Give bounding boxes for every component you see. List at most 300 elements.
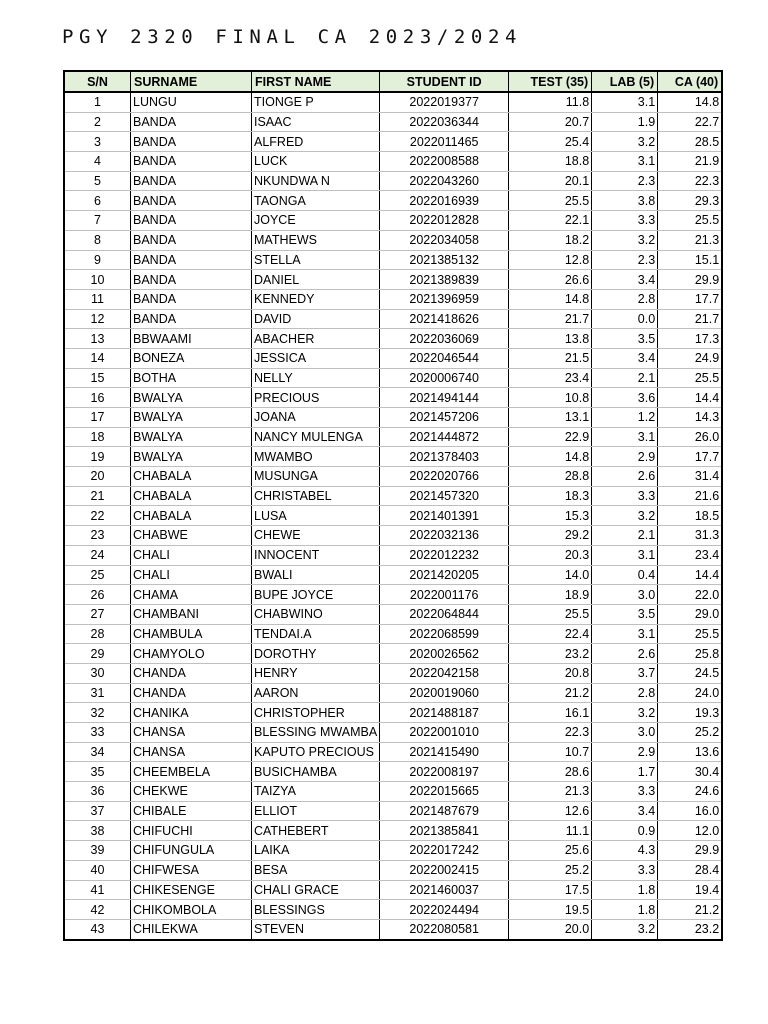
cell-student-id: 2021494144 [380, 388, 509, 408]
column-header-lab: LAB (5) [592, 71, 658, 92]
cell-test: 12.8 [509, 250, 592, 270]
cell-sn: 9 [64, 250, 131, 270]
cell-ca: 28.4 [658, 860, 723, 880]
table-row [64, 230, 722, 250]
cell-lab: 3.6 [592, 388, 658, 408]
cell-test: 18.8 [509, 152, 592, 172]
cell-lab: 3.4 [592, 348, 658, 368]
cell-student-id: 2022019377 [380, 92, 509, 112]
cell-surname: BANDA [131, 250, 252, 270]
cell-student-id: 2021401391 [380, 506, 509, 526]
cell-lab: 1.7 [592, 762, 658, 782]
cell-surname: CHAMBANI [131, 604, 252, 624]
cell-test: 17.5 [509, 880, 592, 900]
cell-sn: 19 [64, 447, 131, 467]
column-header-surname: SURNAME [131, 71, 252, 92]
table-row [64, 545, 722, 565]
cell-first-name: BWALI [252, 565, 380, 585]
cell-sn: 14 [64, 348, 131, 368]
cell-student-id: 2022064844 [380, 604, 509, 624]
table-row [64, 782, 722, 802]
cell-sn: 32 [64, 703, 131, 723]
cell-student-id: 2021460037 [380, 880, 509, 900]
table-row [64, 191, 722, 211]
cell-sn: 24 [64, 545, 131, 565]
cell-sn: 23 [64, 526, 131, 546]
cell-ca: 21.9 [658, 152, 723, 172]
cell-lab: 3.2 [592, 132, 658, 152]
table-row [64, 663, 722, 683]
cell-surname: CHABALA [131, 486, 252, 506]
cell-first-name: BLESSINGS [252, 900, 380, 920]
cell-first-name: CHALI GRACE [252, 880, 380, 900]
cell-first-name: CATHEBERT [252, 821, 380, 841]
cell-first-name: JOYCE [252, 211, 380, 231]
cell-first-name: MWAMBO [252, 447, 380, 467]
cell-sn: 42 [64, 900, 131, 920]
cell-lab: 2.3 [592, 250, 658, 270]
table-row [64, 270, 722, 290]
cell-student-id: 2021378403 [380, 447, 509, 467]
cell-sn: 39 [64, 841, 131, 861]
cell-ca: 19.4 [658, 880, 723, 900]
cell-student-id: 2022034058 [380, 230, 509, 250]
cell-lab: 3.3 [592, 211, 658, 231]
cell-ca: 23.4 [658, 545, 723, 565]
cell-sn: 10 [64, 270, 131, 290]
cell-student-id: 2022015665 [380, 782, 509, 802]
cell-student-id: 2020006740 [380, 368, 509, 388]
cell-test: 16.1 [509, 703, 592, 723]
cell-first-name: LAIKA [252, 841, 380, 861]
cell-student-id: 2022001176 [380, 585, 509, 605]
cell-student-id: 2021487679 [380, 801, 509, 821]
cell-sn: 36 [64, 782, 131, 802]
cell-ca: 13.6 [658, 742, 723, 762]
cell-lab: 3.1 [592, 624, 658, 644]
cell-lab: 2.6 [592, 644, 658, 664]
cell-ca: 29.3 [658, 191, 723, 211]
table-row [64, 919, 722, 939]
cell-surname: CHAMBULA [131, 624, 252, 644]
cell-lab: 3.2 [592, 506, 658, 526]
cell-first-name: ALFRED [252, 132, 380, 152]
cell-surname: CHABWE [131, 526, 252, 546]
cell-lab: 3.2 [592, 919, 658, 939]
cell-lab: 3.5 [592, 604, 658, 624]
cell-surname: LUNGU [131, 92, 252, 112]
column-header-ca: CA (40) [658, 71, 723, 92]
cell-test: 12.6 [509, 801, 592, 821]
cell-lab: 2.9 [592, 742, 658, 762]
cell-lab: 2.3 [592, 171, 658, 191]
cell-sn: 27 [64, 604, 131, 624]
cell-first-name: PRECIOUS [252, 388, 380, 408]
cell-student-id: 2020019060 [380, 683, 509, 703]
cell-student-id: 2021418626 [380, 309, 509, 329]
table-row [64, 467, 722, 487]
cell-test: 11.1 [509, 821, 592, 841]
cell-ca: 28.5 [658, 132, 723, 152]
table-row [64, 486, 722, 506]
cell-test: 18.9 [509, 585, 592, 605]
page-title: PGY 2320 FINAL CA 2023/2024 [62, 26, 523, 48]
column-header-test: TEST (35) [509, 71, 592, 92]
cell-surname: BWALYA [131, 427, 252, 447]
cell-ca: 25.5 [658, 624, 723, 644]
cell-test: 20.0 [509, 919, 592, 939]
cell-surname: BANDA [131, 112, 252, 132]
cell-first-name: DAVID [252, 309, 380, 329]
cell-surname: BOTHA [131, 368, 252, 388]
cell-lab: 2.9 [592, 447, 658, 467]
cell-surname: CHAMA [131, 585, 252, 605]
cell-ca: 14.4 [658, 388, 723, 408]
cell-sn: 31 [64, 683, 131, 703]
cell-sn: 18 [64, 427, 131, 447]
cell-lab: 2.8 [592, 683, 658, 703]
cell-test: 21.7 [509, 309, 592, 329]
cell-student-id: 2021457320 [380, 486, 509, 506]
cell-student-id: 2022008197 [380, 762, 509, 782]
cell-surname: CHANSA [131, 742, 252, 762]
cell-first-name: ELLIOT [252, 801, 380, 821]
cell-student-id: 2021415490 [380, 742, 509, 762]
table-row [64, 526, 722, 546]
cell-surname: BWALYA [131, 408, 252, 428]
table-row [64, 624, 722, 644]
cell-ca: 14.4 [658, 565, 723, 585]
cell-first-name: AARON [252, 683, 380, 703]
cell-student-id: 2022024494 [380, 900, 509, 920]
table-row [64, 368, 722, 388]
cell-sn: 26 [64, 585, 131, 605]
cell-test: 22.3 [509, 723, 592, 743]
table-row [64, 112, 722, 132]
cell-ca: 22.0 [658, 585, 723, 605]
cell-first-name: TAIZYA [252, 782, 380, 802]
cell-first-name: HENRY [252, 663, 380, 683]
cell-lab: 1.8 [592, 880, 658, 900]
cell-sn: 38 [64, 821, 131, 841]
cell-ca: 25.5 [658, 368, 723, 388]
cell-first-name: STELLA [252, 250, 380, 270]
cell-first-name: DOROTHY [252, 644, 380, 664]
table-row [64, 841, 722, 861]
cell-test: 23.4 [509, 368, 592, 388]
cell-test: 20.3 [509, 545, 592, 565]
cell-test: 25.5 [509, 604, 592, 624]
cell-ca: 24.0 [658, 683, 723, 703]
cell-surname: CHEKWE [131, 782, 252, 802]
cell-student-id: 2021396959 [380, 289, 509, 309]
cell-first-name: ABACHER [252, 329, 380, 349]
cell-ca: 19.3 [658, 703, 723, 723]
cell-ca: 22.7 [658, 112, 723, 132]
cell-sn: 34 [64, 742, 131, 762]
cell-test: 21.3 [509, 782, 592, 802]
cell-surname: CHANIKA [131, 703, 252, 723]
cell-first-name: BUPE JOYCE [252, 585, 380, 605]
cell-lab: 3.2 [592, 703, 658, 723]
cell-lab: 3.1 [592, 545, 658, 565]
cell-first-name: KENNEDY [252, 289, 380, 309]
cell-student-id: 2022008588 [380, 152, 509, 172]
cell-surname: CHAMYOLO [131, 644, 252, 664]
cell-surname: BWALYA [131, 447, 252, 467]
cell-lab: 2.8 [592, 289, 658, 309]
cell-sn: 29 [64, 644, 131, 664]
cell-test: 15.3 [509, 506, 592, 526]
cell-surname: CHILEKWA [131, 919, 252, 939]
cell-lab: 3.2 [592, 230, 658, 250]
table-body [64, 92, 722, 940]
table-row [64, 427, 722, 447]
table-row [64, 860, 722, 880]
cell-ca: 30.4 [658, 762, 723, 782]
cell-surname: CHANSA [131, 723, 252, 743]
cell-lab: 3.1 [592, 152, 658, 172]
cell-first-name: JOANA [252, 408, 380, 428]
cell-student-id: 2022043260 [380, 171, 509, 191]
cell-lab: 4.3 [592, 841, 658, 861]
cell-lab: 1.8 [592, 900, 658, 920]
cell-sn: 1 [64, 92, 131, 112]
cell-student-id: 2020026562 [380, 644, 509, 664]
table-row [64, 703, 722, 723]
cell-student-id: 2021420205 [380, 565, 509, 585]
cell-student-id: 2022017242 [380, 841, 509, 861]
table-row [64, 388, 722, 408]
cell-lab: 2.1 [592, 368, 658, 388]
cell-ca: 21.3 [658, 230, 723, 250]
cell-first-name: TIONGE P [252, 92, 380, 112]
cell-surname: CHANDA [131, 683, 252, 703]
cell-test: 13.8 [509, 329, 592, 349]
cell-ca: 17.7 [658, 447, 723, 467]
cell-lab: 3.3 [592, 860, 658, 880]
cell-surname: CHIFUNGULA [131, 841, 252, 861]
cell-student-id: 2022036069 [380, 329, 509, 349]
cell-lab: 3.4 [592, 270, 658, 290]
cell-student-id: 2022001010 [380, 723, 509, 743]
cell-sn: 5 [64, 171, 131, 191]
table-row [64, 329, 722, 349]
table-row [64, 92, 722, 112]
cell-test: 21.2 [509, 683, 592, 703]
cell-lab: 2.6 [592, 467, 658, 487]
cell-lab: 0.9 [592, 821, 658, 841]
cell-sn: 7 [64, 211, 131, 231]
table-row [64, 880, 722, 900]
cell-sn: 17 [64, 408, 131, 428]
cell-first-name: CHABWINO [252, 604, 380, 624]
cell-surname: BANDA [131, 171, 252, 191]
cell-test: 22.1 [509, 211, 592, 231]
cell-first-name: CHEWE [252, 526, 380, 546]
cell-surname: BANDA [131, 309, 252, 329]
table-row [64, 801, 722, 821]
cell-test: 14.8 [509, 289, 592, 309]
cell-sn: 40 [64, 860, 131, 880]
table-row [64, 821, 722, 841]
cell-surname: CHIFUCHI [131, 821, 252, 841]
cell-ca: 29.9 [658, 841, 723, 861]
cell-first-name: TENDAI.A [252, 624, 380, 644]
cell-test: 21.5 [509, 348, 592, 368]
cell-lab: 3.4 [592, 801, 658, 821]
table-row [64, 644, 722, 664]
cell-lab: 3.5 [592, 329, 658, 349]
cell-sn: 8 [64, 230, 131, 250]
cell-student-id: 2022011465 [380, 132, 509, 152]
cell-test: 14.8 [509, 447, 592, 467]
cell-lab: 3.3 [592, 486, 658, 506]
cell-student-id: 2022002415 [380, 860, 509, 880]
cell-lab: 3.0 [592, 585, 658, 605]
cell-first-name: STEVEN [252, 919, 380, 939]
cell-ca: 17.3 [658, 329, 723, 349]
cell-first-name: NELLY [252, 368, 380, 388]
cell-ca: 18.5 [658, 506, 723, 526]
cell-student-id: 2022080581 [380, 919, 509, 939]
cell-surname: BANDA [131, 289, 252, 309]
cell-surname: BWALYA [131, 388, 252, 408]
cell-sn: 37 [64, 801, 131, 821]
table-row [64, 506, 722, 526]
cell-sn: 30 [64, 663, 131, 683]
cell-ca: 25.5 [658, 211, 723, 231]
cell-surname: CHABALA [131, 506, 252, 526]
cell-first-name: MATHEWS [252, 230, 380, 250]
table-row [64, 723, 722, 743]
cell-test: 22.4 [509, 624, 592, 644]
cell-ca: 25.8 [658, 644, 723, 664]
cell-test: 20.7 [509, 112, 592, 132]
cell-sn: 15 [64, 368, 131, 388]
cell-sn: 13 [64, 329, 131, 349]
cell-surname: CHIKESENGE [131, 880, 252, 900]
cell-ca: 31.3 [658, 526, 723, 546]
cell-ca: 15.1 [658, 250, 723, 270]
cell-first-name: MUSUNGA [252, 467, 380, 487]
cell-surname: CHANDA [131, 663, 252, 683]
cell-sn: 12 [64, 309, 131, 329]
cell-ca: 25.2 [658, 723, 723, 743]
cell-first-name: ISAAC [252, 112, 380, 132]
cell-test: 13.1 [509, 408, 592, 428]
table-row [64, 447, 722, 467]
cell-sn: 25 [64, 565, 131, 585]
cell-test: 25.6 [509, 841, 592, 861]
cell-ca: 26.0 [658, 427, 723, 447]
cell-first-name: BLESSING MWAMBA [252, 723, 380, 743]
header-row [64, 71, 722, 92]
cell-student-id: 2021488187 [380, 703, 509, 723]
cell-student-id: 2022042158 [380, 663, 509, 683]
cell-lab: 0.4 [592, 565, 658, 585]
cell-student-id: 2022032136 [380, 526, 509, 546]
cell-first-name: BUSICHAMBA [252, 762, 380, 782]
cell-student-id: 2021389839 [380, 270, 509, 290]
results-table [63, 70, 723, 941]
table-row [64, 742, 722, 762]
cell-lab: 3.8 [592, 191, 658, 211]
cell-surname: BANDA [131, 152, 252, 172]
table-row [64, 565, 722, 585]
cell-surname: CHABALA [131, 467, 252, 487]
cell-surname: BANDA [131, 191, 252, 211]
cell-test: 14.0 [509, 565, 592, 585]
table-row [64, 408, 722, 428]
table-row [64, 152, 722, 172]
cell-ca: 17.7 [658, 289, 723, 309]
cell-first-name: LUCK [252, 152, 380, 172]
cell-sn: 22 [64, 506, 131, 526]
cell-student-id: 2021385841 [380, 821, 509, 841]
cell-ca: 12.0 [658, 821, 723, 841]
cell-surname: CHIFWESA [131, 860, 252, 880]
cell-first-name: TAONGA [252, 191, 380, 211]
column-header-student-id: STUDENT ID [380, 71, 509, 92]
cell-student-id: 2021457206 [380, 408, 509, 428]
cell-test: 18.3 [509, 486, 592, 506]
cell-test: 29.2 [509, 526, 592, 546]
cell-lab: 3.7 [592, 663, 658, 683]
cell-first-name: DANIEL [252, 270, 380, 290]
cell-ca: 21.2 [658, 900, 723, 920]
cell-student-id: 2021444872 [380, 427, 509, 447]
cell-student-id: 2022036344 [380, 112, 509, 132]
cell-test: 11.8 [509, 92, 592, 112]
cell-ca: 16.0 [658, 801, 723, 821]
table-row [64, 683, 722, 703]
cell-sn: 20 [64, 467, 131, 487]
cell-ca: 24.9 [658, 348, 723, 368]
cell-test: 20.8 [509, 663, 592, 683]
cell-sn: 21 [64, 486, 131, 506]
table-row [64, 348, 722, 368]
cell-sn: 2 [64, 112, 131, 132]
cell-ca: 21.6 [658, 486, 723, 506]
cell-surname: BANDA [131, 230, 252, 250]
cell-student-id: 2022016939 [380, 191, 509, 211]
table-row [64, 900, 722, 920]
cell-test: 25.2 [509, 860, 592, 880]
cell-ca: 22.3 [658, 171, 723, 191]
table-row [64, 585, 722, 605]
cell-lab: 3.3 [592, 782, 658, 802]
cell-first-name: LUSA [252, 506, 380, 526]
cell-lab: 2.1 [592, 526, 658, 546]
cell-first-name: BESA [252, 860, 380, 880]
cell-test: 25.4 [509, 132, 592, 152]
cell-test: 19.5 [509, 900, 592, 920]
cell-surname: BONEZA [131, 348, 252, 368]
cell-sn: 41 [64, 880, 131, 900]
cell-test: 20.1 [509, 171, 592, 191]
cell-ca: 29.9 [658, 270, 723, 290]
cell-test: 10.8 [509, 388, 592, 408]
cell-ca: 31.4 [658, 467, 723, 487]
cell-lab: 1.2 [592, 408, 658, 428]
cell-surname: CHALI [131, 545, 252, 565]
table-row [64, 309, 722, 329]
cell-student-id: 2022012232 [380, 545, 509, 565]
cell-surname: BANDA [131, 211, 252, 231]
cell-sn: 43 [64, 919, 131, 939]
cell-surname: BANDA [131, 132, 252, 152]
